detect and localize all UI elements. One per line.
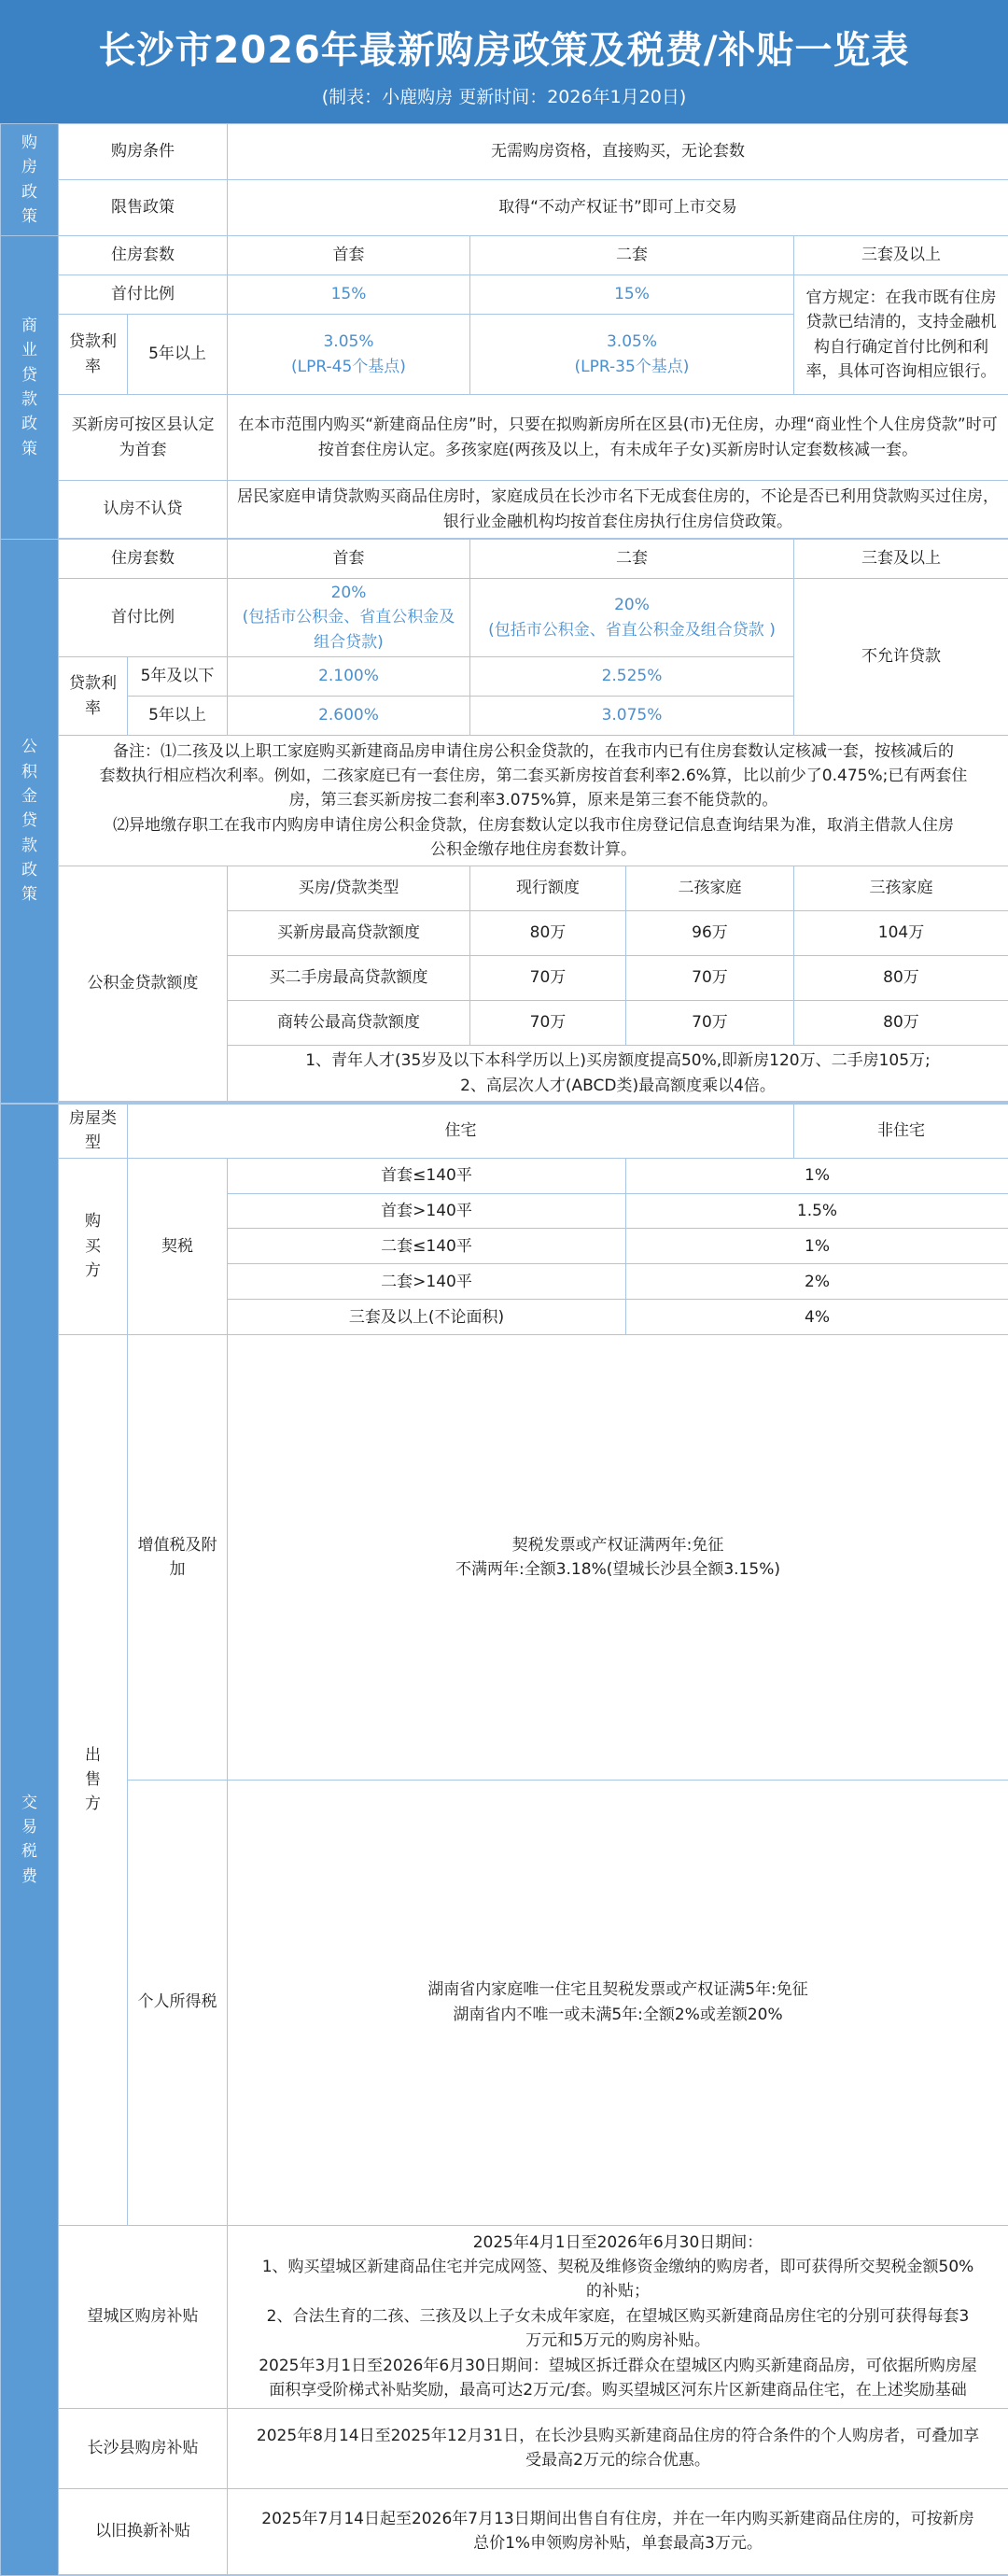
deed-tax-condition: 首套>140平: [228, 1193, 626, 1229]
fund-rate-second: 2.525%: [470, 657, 794, 697]
tax-head-row: [1, 1105, 1008, 1159]
deed-tax-condition: 首套≤140平: [228, 1158, 626, 1193]
loan-term: 5年以上: [128, 315, 228, 395]
first-home-header: 首套: [228, 236, 470, 275]
limit-two-child: 70万: [626, 956, 794, 1001]
rate-second: 3.05% (LPR-35个基点): [470, 315, 794, 395]
deed-tax-condition: 三套及以上(不论面积): [228, 1300, 626, 1335]
policy-row: [1, 124, 1008, 180]
house-count-label: 住房套数: [59, 236, 228, 275]
limit-two-child: 70万: [626, 1001, 794, 1046]
commercial-head-row: [1, 236, 1008, 275]
limit-current-header: 现行额度: [470, 866, 626, 911]
section-commercial-loan: 商业贷款政策: [1, 236, 59, 540]
seller-vat-row: [1, 1335, 1008, 1781]
section-provident-fund: 公积金贷款政策: [1, 540, 59, 1104]
deed-tax-rate: 1%: [626, 1229, 1008, 1264]
fund-notes: 备注：⑴二孩及以上职工家庭购买新建商品房申请住房公积金贷款的，在我市内已有住房套数认定核减一套，按核减后的 套数执行相应档次利率。例如，二孩家庭已有一套住房，第二套买新房按首套利率2.6%算，比以前少了0.475%;已有两套住 房，第三套买新房按二套利率3.075%算，原来是第三套不能贷款的。 ⑵异地缴存职工在我市内购房申请住房公积金贷款，住房套数认定以我市住房登记信息查询结果为准，取消主借款人住房 公积金缴存地住房套数计算。: [59, 736, 1008, 866]
page-subtitle: (制表：小鹿购房 更新时间：2026年1月20日): [0, 83, 1008, 108]
fund-down-label: 首付比例: [59, 579, 228, 657]
purchase-condition-label: 购房条件: [59, 124, 228, 180]
vat-text: 契税发票或产权证满两年:免征 不满两年:全额3.18%(望城长沙县全额3.15%): [228, 1335, 1008, 1781]
limit-two-child-header: 二孩家庭: [626, 866, 794, 911]
recognize-house-label: 认房不认贷: [59, 481, 228, 539]
income-tax-text: 湖南省内家庭唯一住宅且契税发票或产权证满5年:免征 湖南省内不唯一或未满5年:全额2%或差额20%: [228, 1780, 1008, 2225]
fund-rate-first: 2.600%: [228, 697, 470, 736]
header: [0, 0, 1008, 123]
fund-down-row: [1, 579, 1008, 657]
limit-three-child-header: 三孩家庭: [794, 866, 1008, 911]
limit-head-row: [1, 866, 1008, 911]
deed-tax-label: 契税: [128, 1158, 228, 1334]
fund-second-header: 二套: [470, 540, 794, 579]
fund-term: 5年及以下: [128, 657, 228, 697]
purchase-condition-value: 无需购房资格，直接购买，无论套数: [228, 124, 1008, 180]
resale-limit-value: 取得“不动产权证书”即可上市交易: [228, 180, 1008, 236]
limit-type-header: 买房/贷款类型: [228, 866, 470, 911]
section-transaction-tax: 交易税费: [1, 1105, 59, 2575]
county-row: [1, 395, 1008, 481]
trade-in-subsidy-label: 以旧换新补贴: [59, 2488, 228, 2574]
limit-three-child: 80万: [794, 956, 1008, 1001]
deed-tax-condition: 二套≤140平: [228, 1229, 626, 1264]
policy-table: [0, 123, 1008, 2576]
fund-third-value: 不允许贷款: [794, 579, 1008, 736]
fund-third-header: 三套及以上: [794, 540, 1008, 579]
limit-current: 70万: [470, 956, 626, 1001]
county-first-home-label: 买新房可按区县认定为首套: [59, 395, 228, 481]
house-type-label: 房屋类型: [59, 1105, 128, 1159]
wangcheng-subsidy-label: 望城区购房补贴: [59, 2225, 228, 2408]
deed-tax-rate: 4%: [626, 1300, 1008, 1335]
rate-first: 3.05% (LPR-45个基点): [228, 315, 470, 395]
seller-label: 出售方: [59, 1335, 128, 2225]
third-home-header: 三套及以上: [794, 236, 1008, 275]
deed-tax-rate: 1%: [626, 1158, 1008, 1193]
residential-header: 住宅: [128, 1105, 794, 1159]
changsha-county-subsidy-text: 2025年8月14日至2025年12月31日，在长沙县购买新建商品住房的符合条件的个人购房者，可叠加享 受最高2万元的综合优惠。: [228, 2408, 1008, 2488]
fund-house-count-label: 住房套数: [59, 540, 228, 579]
seller-income-row: [1, 1780, 1008, 2225]
deed-tax-rate: 2%: [626, 1264, 1008, 1300]
non-residential-header: 非住宅: [794, 1105, 1008, 1159]
spacer-row: [1, 2574, 1008, 2575]
fund-rate-first: 2.100%: [228, 657, 470, 697]
second-home-header: 二套: [470, 236, 794, 275]
limit-type: 买二手房最高贷款额度: [228, 956, 470, 1001]
fund-rate-second: 3.075%: [470, 697, 794, 736]
county-first-home-text: 在本市范围内购买“新建商品住房”时，只要在拟购新房所在区县(市)无住房，办理“商业性个人住房贷款”时可按首套住房认定。多孩家庭(两孩及以上，有未成年子女)买新房时认定套数核减一套。: [228, 395, 1008, 481]
fund-limit-label: 公积金贷款额度: [59, 866, 228, 1102]
limit-notes: 1、青年人才(35岁及以下本科学历以上)买房额度提高50%,即新房120万、二手房105万; 2、高层次人才(ABCD类)最高额度乘以4倍。: [228, 1046, 1008, 1102]
page-title: 长沙市2026年最新购房政策及税费/补贴一览表: [0, 0, 1008, 74]
limit-current: 70万: [470, 1001, 626, 1046]
limit-type: 买新房最高贷款额度: [228, 911, 470, 956]
down-payment-first: 15%: [228, 275, 470, 315]
deed-tax-row: [1, 1158, 1008, 1193]
loan-rate-label: 贷款利率: [59, 315, 128, 395]
fund-down-first: 20% (包括市公积金、省直公积金及 组合贷款): [228, 579, 470, 657]
fund-down-second: 20% (包括市公积金、省直公积金及组合贷款 ): [470, 579, 794, 657]
section-purchase-policy: 购房政策: [1, 124, 59, 236]
resale-limit-label: 限售政策: [59, 180, 228, 236]
recognize-house-text: 居民家庭申请贷款购买商品住房时，家庭成员在长沙市名下无成套住房的，不论是否已利用贷款购买过住房，银行业金融机构均按首套住房执行住房信贷政策。: [228, 481, 1008, 539]
income-tax-label: 个人所得税: [128, 1780, 228, 2225]
wangcheng-subsidy-text: 2025年4月1日至2026年6月30日期间： 1、购买望城区新建商品住宅并完成网签、契税及维修资金缴纳的购房者，即可获得所交契税金额50% 的补贴； 2、合法生育的二孩、三孩及以上子女未成年家庭，在望城区购买新建商品房住宅的分别可获得每套3 万元和5万元的购房补贴。 2025年3月1日至2026年6月30日期间：望城区拆迁群众在望城区内购买新建商品房，可依据所购房屋 面积享受阶梯式补贴奖励，最高可达2万元/套。购买望城区河东片区新建商品住宅，在上述奖励基础: [228, 2225, 1008, 2408]
limit-three-child: 80万: [794, 1001, 1008, 1046]
fund-head-row: [1, 540, 1008, 579]
third-home-note: 官方规定：在我市既有住房贷款已结清的，支持金融机构自行确定首付比例和利率，具体可咨询相应银行。: [794, 275, 1008, 395]
subsidy-row: [1, 2488, 1008, 2574]
fund-term: 5年以上: [128, 697, 228, 736]
down-payment-second: 15%: [470, 275, 794, 315]
limit-two-child: 96万: [626, 911, 794, 956]
commercial-down-row: [1, 275, 1008, 315]
limit-three-child: 104万: [794, 911, 1008, 956]
changsha-county-subsidy-label: 长沙县购房补贴: [59, 2408, 228, 2488]
buyer-label: 购买方: [59, 1158, 128, 1334]
trade-in-subsidy-text: 2025年7月14日起至2026年7月13日期间出售自有住房，并在一年内购买新建商品住房的，可按新房 总价1%申领购房补贴，单套最高3万元。: [228, 2488, 1008, 2574]
limit-current: 80万: [470, 911, 626, 956]
down-payment-label: 首付比例: [59, 275, 228, 315]
policy-row: [1, 180, 1008, 236]
deed-tax-condition: 二套>140平: [228, 1264, 626, 1300]
fund-notes-row: [1, 736, 1008, 866]
subsidy-row: [1, 2225, 1008, 2408]
fund-first-header: 首套: [228, 540, 470, 579]
deed-tax-rate: 1.5%: [626, 1193, 1008, 1229]
limit-type: 商转公最高贷款额度: [228, 1001, 470, 1046]
fund-rate-label: 贷款利率: [59, 657, 128, 736]
subsidy-row: [1, 2408, 1008, 2488]
vat-label: 增值税及附加: [128, 1335, 228, 1781]
recog-row: [1, 481, 1008, 539]
